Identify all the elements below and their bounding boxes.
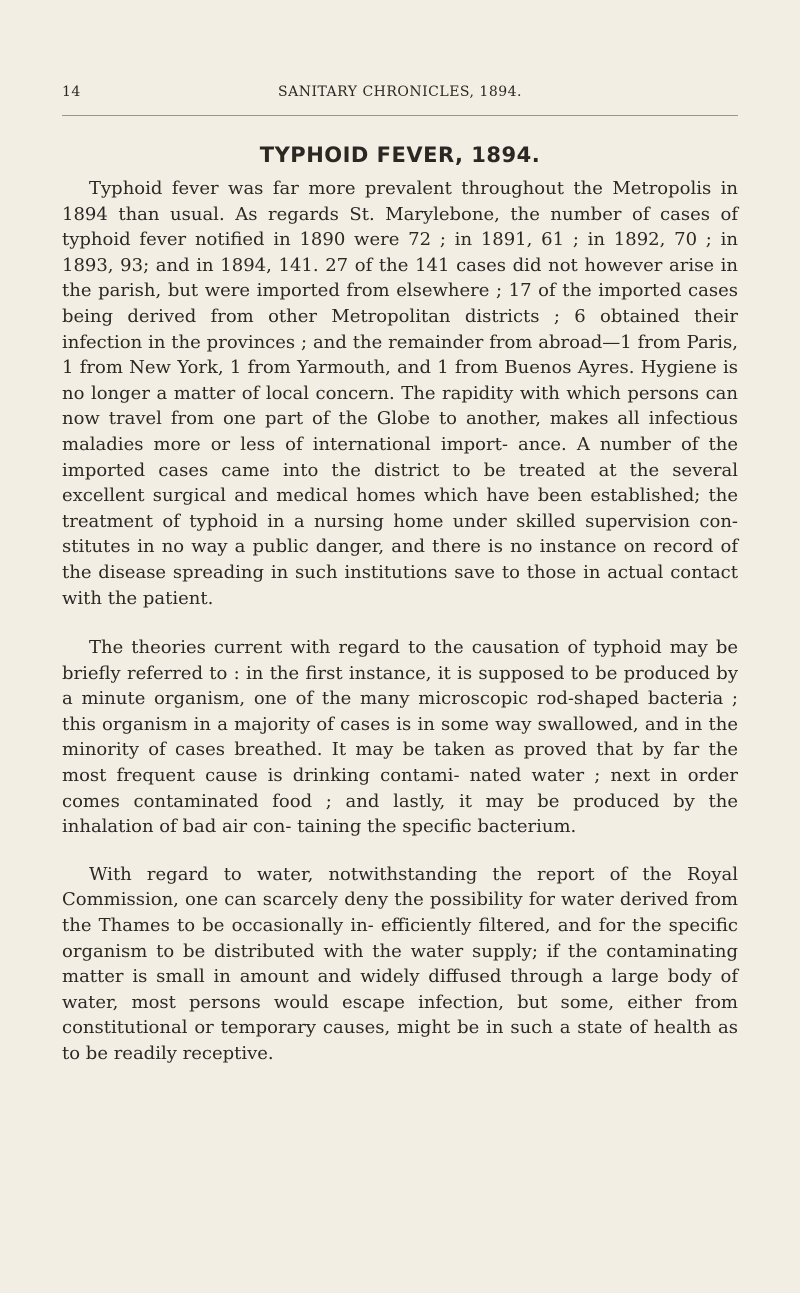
page-number: 14 [62,84,81,100]
paragraph: With regard to water, notwithstanding the report of the Royal Commission, one can scarcely deny the possibility for water derived from the Thames to be occasionally in- efficiently filtered, and for the specific organism to be distributed with the water supply; if the contaminating matter is small in amount and widely diffused through a large body of water, most persons would escape infection, but some, either from constitutional or temporary causes, might be in such a state of health as to be readily receptive. [62,863,738,1064]
paragraph: Typhoid fever was far more prevalent throughout the Metropolis in 1894 than usual. As regards St. Marylebone, the number of cases of typhoid fever notified in 1890 were 72 ; in 1891, 61 ; in 1892, 70 ; in 1893, 93; and in 1894, 141. 27 of the 141 cases did not however arise in the parish, but were imported from elsewhere ; 17 of the imported cases being derived from other Metropolitan districts ; 6 obtained their infection in the provinces ; and the remainder from abroad—1 from Paris, 1 from New York, 1 from Yarmouth, and 1 from Buenos Ayres. Hygiene is no longer a matter of local concern. The rapidity with which persons can now travel from one part of the Globe to another, makes all infectious maladies more or less of international import- ance. A number of the imported cases came into the district to be treated at the several excellent surgical and medical homes which have been established; the treatment of typhoid in a nursing home under skilled supervision con- stitutes in no way a public danger, and there is no instance on record of the disease spreading in such institutions save to those in actual contact with the patient. [62,178,738,609]
running-title: SANITARY CHRONICLES, 1894. [278,84,522,100]
body-text [62,176,738,1067]
header-rule [62,115,738,116]
section-title: TYPHOID FEVER, 1894. [259,143,541,167]
paragraph: The theories current with regard to the causation of typhoid may be briefly referred to : in the first instance, it is supposed to be produced by a minute organism, one of the many microscopic rod-shaped bacteria ; this organism in a majority of cases is in some way swallowed, and in the minority of cases breathed. It may be taken as proved that by far the most frequent cause is drinking contami- nated water ; next in order comes contaminated food ; and lastly, it may be produced by the inhalation of bad air con- taining the specific bacterium. [62,637,738,838]
